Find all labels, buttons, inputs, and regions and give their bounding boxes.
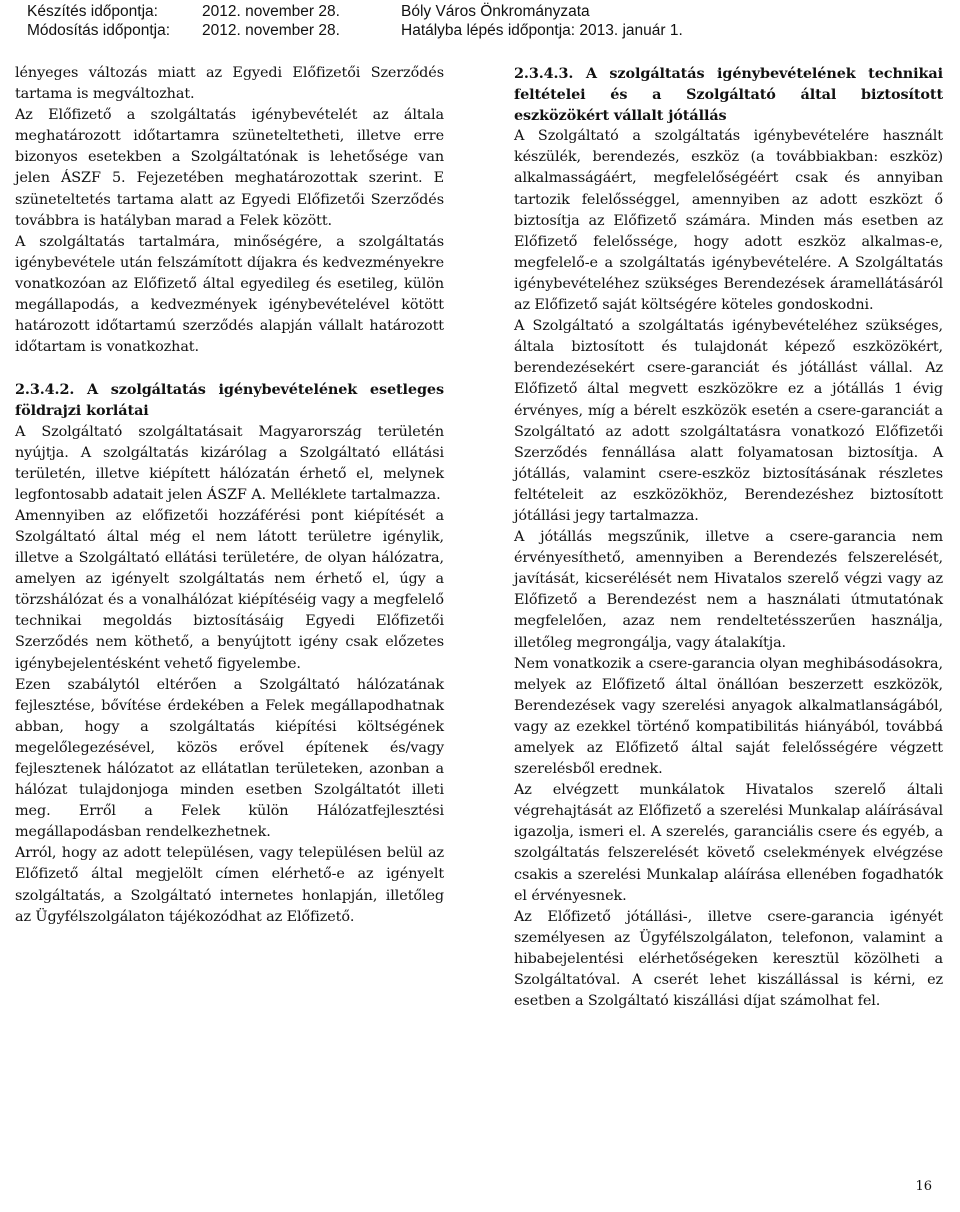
paragraph: A szolgáltatás tartalmára, minőségére, a szolgáltatás igénybevétele után felszámított díjakra és kedvezményekre vonatkozóan az Előfizető által egyedileg és esetileg, külön megállapodás, a kedvezmények igénybevételével kötött határozott időtartamú szerződés alapján vállalt határozott időtartam is vonatkozhat. [15, 233, 444, 356]
page-header [27, 2, 927, 40]
organization-name: Bóly Város Önkrományzata [401, 3, 590, 20]
paragraph: Az Előfizető jótállási-, illetve csere-garancia igényét személyesen az Ügyfélszolgálaton, telefonon, valamint a hibabejelentési elérhetőségeken keresztül közölheti a Szolgáltatóval. A cserét lehet kiszállással is kérni, ez esetben a Szolgáltató kiszállási díjat számolhat fel. [514, 908, 943, 1010]
paragraph: Arról, hogy az adott településen, vagy településen belül az Előfizető által megjelölt címen elérhető-e az igényelt szolgáltatás, a Szolgáltató internetes honlapján, illetőleg az Ügyfélszolgálaton tájékozódhat az Előfizető. [15, 845, 444, 925]
paragraph: A Szolgáltató a szolgáltatás igénybevételéhez szükséges, általa biztosított és tulajdonát képező eszközökért, berendezésekért csere-garanciát és jótállást vállal. Az Előfizető által megvett eszközökre ez a jótállás 1 évig érvényes, míg a bérelt eszközök esetén a csere-garanciát a Szolgáltató az adott szolgáltatásra vonatkozó Előfizetői Szerződés fennállása alatt folyamatosan biztosítja. A jótállás, valamint csere-eszköz biztosításának részletes feltételeit az eszközökhöz, Berendezéshez biztosított jótállási jegy tartalmazza. [514, 318, 943, 524]
paragraph: Nem vonatkozik a csere-garancia olyan meghibásodásokra, melyek az Előfizető által önállóan beszerzett eszközök, Berendezések vagy szerelési anyagok alkalmatlanságából, vagy az ezekkel történő kompatibilitás hiányából, továbbá amelyek az Előfizető által saját felelősségére végzett szerelésből erednek. [514, 655, 943, 778]
paragraph: A jótállás megszűnik, illetve a csere-garancia nem érvényesíthető, amennyiben a Berendezés felszerelését, javítását, kicserélését nem Hivatalos szerelő végzi vagy az Előfizető a Berendezést nem a használati útmutatónak megfelelően, azaz nem rendeltetésszerűen használja, illetőleg megrongálja, vagy átalakítja. [514, 529, 943, 651]
section-heading: 2.3.4.2. A szolgáltatás igénybevételének esetleges földrajzi korlátai [15, 381, 444, 420]
paragraph: Amennyiben az előfizetői hozzáférési pont kiépítését a Szolgáltató által még el nem látott területre igénylik, illetve a Szolgáltató ellátási területére, de olyan hálózatra, amelyen az igényelt szolgáltatás nem érhető el, úgy a törzshálózat és a vonalhálózat kiépítéséig vagy a megfelelő technikai megoldás biztosításáig Egyedi Előfizetői Szerződés nem köthető, a benyújtott igény csak előzetes igénybejelentésként vehető figyelembe. [15, 507, 444, 672]
effective-date: Hatályba lépés időpontja: 2013. január 1. [401, 22, 683, 39]
created-label: Készítés időpontja: [27, 3, 158, 20]
paragraph: A Szolgáltató a szolgáltatás igénybevételére használt készülék, berendezés, eszköz (a továbbiakban: eszköz) alkalmasságáért, megfelelőségéért csak és annyiban tartozik felelősséggel, amennyiben az adott eszközt ő biztosítja az Előfizető számára. Minden más esetben az Előfizető felelőssége, hogy adott eszköz alkalmas-e, megfelelő-e a szolgáltatás igénybevételére. A Szolgáltatás igénybevételéhez szükséges Berendezések áramellátásáról az Előfizető saját költségére köteles gondoskodni. [514, 128, 943, 314]
modified-label: Módosítás időpontja: [27, 22, 171, 39]
page-number: 16 [915, 1179, 932, 1194]
paragraph: Az Előfizető a szolgáltatás igénybevételét az általa meghatározott időtartamra szüneteltetheti, illetve erre bizonyos esetekben a Szolgáltatónak is lehetősége van jelen ÁSZF 5. Fejezetében meghatározottak szerint. E szüneteltetés tartama alatt az Egyedi Előfizetői Szerződés továbbra is hatályban marad a Felek között. [15, 107, 444, 229]
right-column [514, 63, 943, 1012]
created-date: 2012. november 28. [202, 3, 340, 20]
modified-date: 2012. november 28. [202, 22, 340, 39]
paragraph: A Szolgáltató szolgáltatásait Magyarország területén nyújtja. A szolgáltatás kizárólag a Szolgáltató ellátási területén, illetve kiépített hálózatán érhető el, melynek legfontosabb adatait jelen ÁSZF A. Melléklete tartalmazza. [15, 423, 444, 503]
paragraph: lényeges változás miatt az Egyedi Előfizetői Szerződés tartama is megváltozhat. [15, 65, 444, 103]
paragraph: Ezen szabálytól eltérően a Szolgáltató hálózatának fejlesztése, bővítése érdekében a Felek megállapodhatnak abban, hogy a szolgáltatás kiépítési költségének megelőlegezésével, közös erővel építenek és/vagy fejlesztenek hálózatot az ellátatlan területeken, azonban a hálózat tulajdonjoga minden esetben Szolgáltatót illeti meg. Erről a Felek külön Hálózatfejlesztési megállapodásban rendelkezhetnek. [15, 676, 444, 841]
left-column [15, 63, 444, 928]
paragraph: Az elvégzett munkálatok Hivatalos szerelő általi végrehajtását az Előfizető a szerelési Munkalap aláírásával igazolja, ismeri el. A szerelés, garanciális csere és egyéb, a szolgáltatás felszerelését követő cselekmények elvégzése csakis a szerelési Munkalap aláírása ellenében fogadhatók el érvényesnek. [514, 782, 943, 904]
header-row-created [27, 2, 927, 21]
section-heading: 2.3.4.3. A szolgáltatás igénybevételének technikai feltételei és a Szolgáltató által biztosított eszközökért vállalt jótállás [514, 65, 943, 125]
header-row-modified [27, 21, 927, 40]
